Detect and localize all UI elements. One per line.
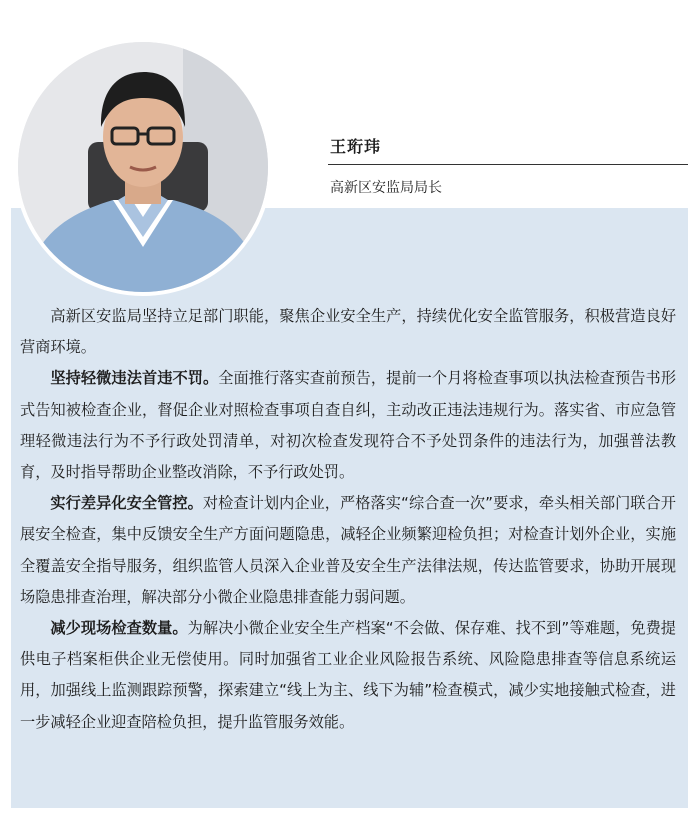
section-body: 对检查计划内企业，严格落实“综合查一次”要求，牵头相关部门联合开展安全检查，集中反馈安全生产方面问题隐患，减轻企业频繁迎检负担；对检查计划外企业，实施全覆盖安全指导服务，组织监管人员深入企业普及安全生产法律法规，传达监管要求，协助开展现场隐患排查治理，解决部分小微企业隐患排查能力弱问题。 (20, 494, 676, 606)
section-body: 全面推行落实查前预告，提前一个月将检查事项以执法检查预告书形式告知被检查企业，督促企业对照检查事项自查自纠，主动改正违法违规行为。落实省、市应急管理轻微违法行为不予行政处罚清单，对初次检查发现符合不予处罚条件的违法行为，加强普法教育，及时指导帮助企业整改消除，不予行政处罚。 (20, 369, 677, 482)
intro-paragraph: 高新区安监局坚持立足部门职能，聚焦企业安全生产，持续优化安全监管服务，积极营造良好营商环境。 (20, 307, 676, 357)
section-paragraph (20, 363, 676, 488)
portrait-photo (18, 42, 268, 292)
person-title: 高新区安监局局长 (330, 180, 442, 196)
section-lead: 减少现场检查数量。 (50, 619, 188, 638)
section-body: 为解决小微企业安全生产档案“不会做、保存难、找不到”等难题，免费提供电子档案柜供企业无偿使用。同时加强省工业企业风险报告系统、风险隐患排查等信息系统运用，加强线上监测跟踪预警，探索建立“线上为主、线下为辅”检查模式，减少实地接触式检查，进一步减轻企业迎查陪检负担，提升监管服务效能。 (20, 619, 676, 731)
portrait-illustration (18, 42, 268, 292)
section-paragraph (20, 488, 676, 613)
nameplate (328, 136, 688, 197)
section-lead: 实行差异化安全管控。 (50, 494, 203, 513)
person-name: 王珩玮 (328, 136, 688, 165)
section-lead: 坚持轻微违法首违不罚。 (50, 369, 219, 388)
section-paragraph (20, 613, 676, 738)
article-body (20, 301, 676, 738)
